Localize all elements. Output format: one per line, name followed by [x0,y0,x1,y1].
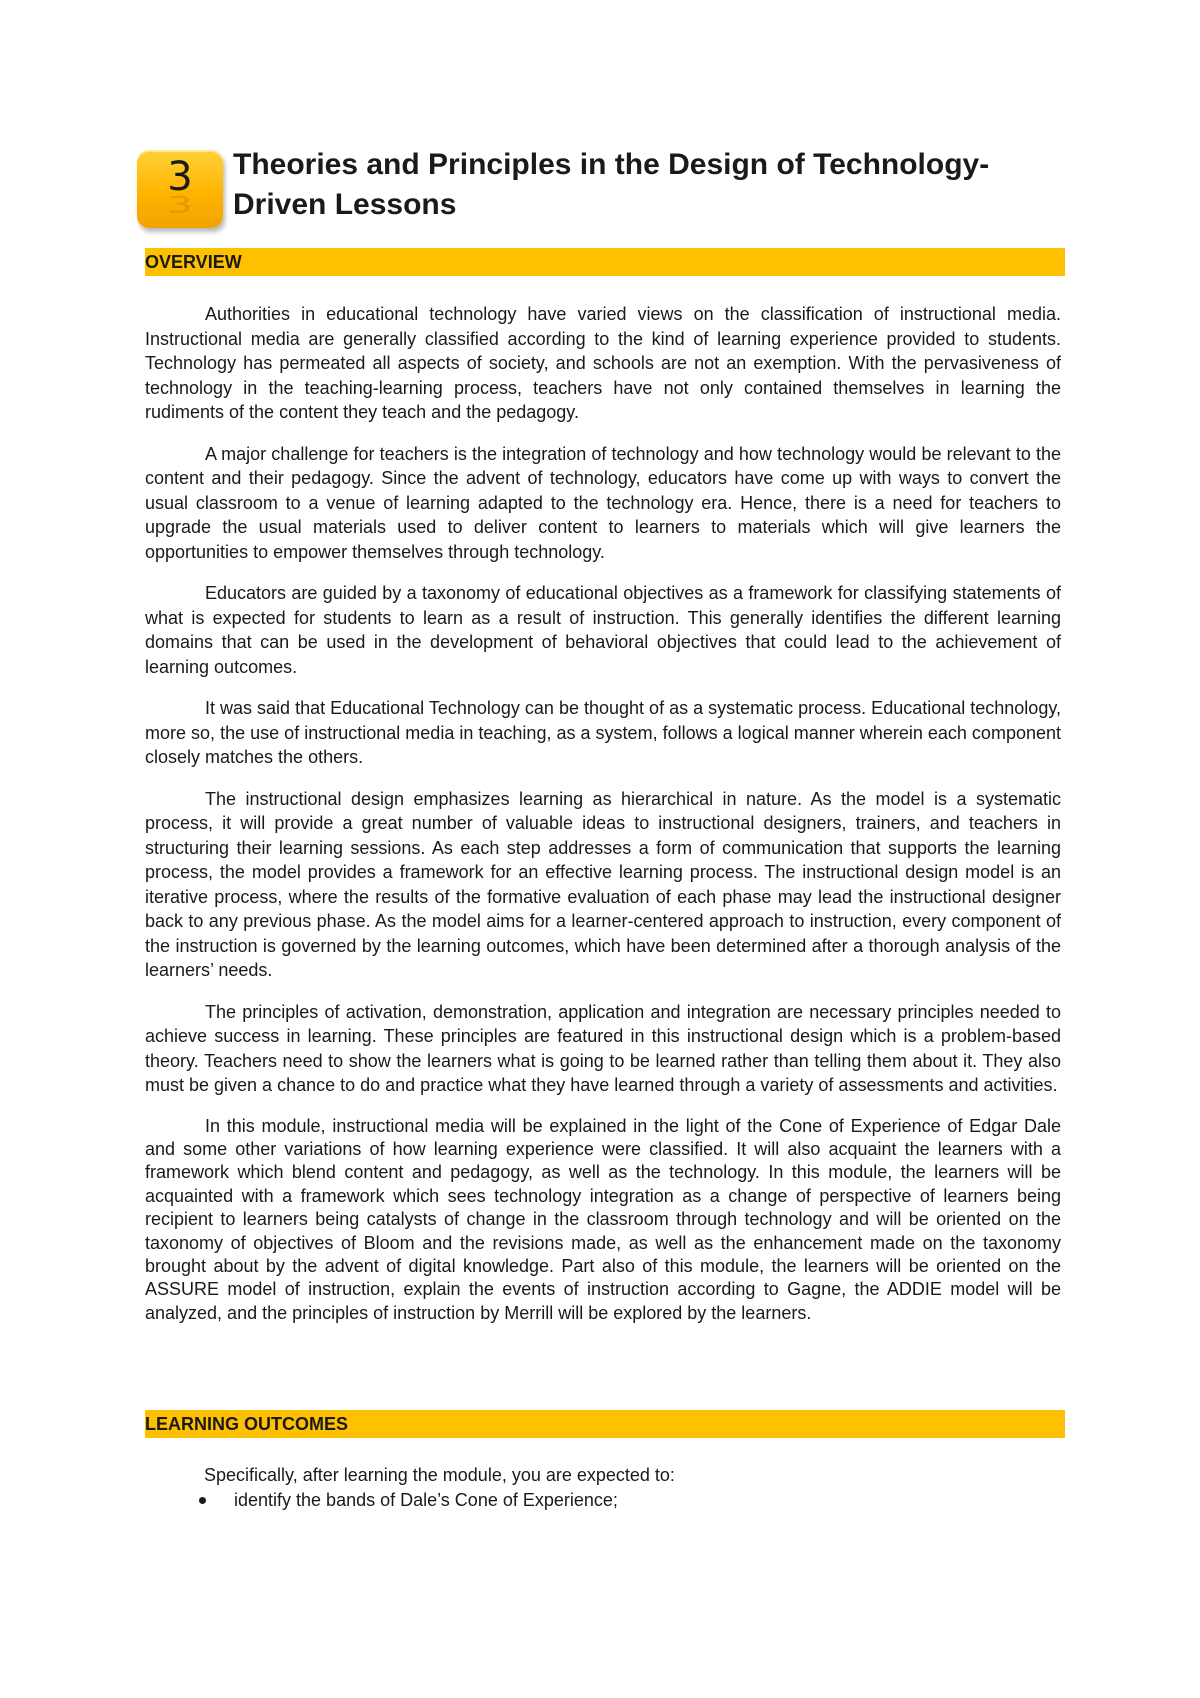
chapter-title-line-1: Theories and Principles in the Design of Technology- [233,148,990,181]
overview-paragraph: The instructional design emphasizes learning as hierarchical in nature. As the model is a systematic process, it will provide a great number of valuable ideas to instructional designers, trainers, and teachers in structuring their learning sessions. As each step addresses a form of communication that supports the learning process, the model provides a framework for an effective learning process. The instructional design model is an iterative process, where the results of the formative evaluation of each phase may lead the instructional designer back to any previous phase. As the model aims for a learner-centered approach to instruction, every component of the instruction is governed by the learning outcomes, which have been determined after a thorough analysis of the learners’ needs. [145,788,1061,980]
chapter-title [233,145,1073,225]
chapter-header [137,145,1072,235]
overview-section-bar [145,248,1065,276]
chapter-number-reflection: 3 [167,192,193,218]
overview-paragraph: A major challenge for teachers is the integration of technology and how technology would be relevant to the content and their pedagogy. Since the advent of technology, educators have come up with ways to convert the usual classroom to a venue of learning adapted to the technology era. Hence, there is a need for teachers to upgrade the usual materials used to deliver content to learners to materials which will give learners the opportunities to empower themselves through technology. [145,443,1061,562]
overview-paragraph: In this module, instructional media will be explained in the light of the Cone of Experience of Edgar Dale and some other variations of how learning experience were classified. It will also acquaint the learners with a framework which blend content and pedagogy, as well as the technology. In this module, the learners will be acquainted with a framework which sees technology integration as a change of perspective of learners being recipient to learners being catalysts of change in the classroom through technology and will be oriented on the taxonomy of objectives of Bloom and the revisions made, as well as the enhancement made on the taxonomy brought about by the advent of digital knowledge. Part also of this module, the learners will be oriented on the ASSURE model of instruction, explain the events of instruction according to Gagne, the ADDIE model will be analyzed, and the principles of instruction by Merrill will be explored by the learners. [145,1115,1061,1323]
learning-outcome-text: identify the bands of Dale’s Cone of Experience; [234,1490,618,1510]
chapter-number-badge [137,150,223,228]
chapter-title-line-2: Driven Lessons [233,188,457,221]
overview-body [145,302,1061,1325]
learning-outcomes-intro: Specifically, after learning the module, you are expected to: [204,1465,675,1485]
overview-paragraph: Educators are guided by a taxonomy of educational objectives as a framework for classifying statements of what is expected for students to learn as a result of instruction. This generally identifies the different learning domains that can be used in the development of behavioral objectives that could lead to the achievement of learning outcomes. [145,583,1061,677]
overview-paragraph: Authorities in educational technology have varied views on the classification of instructional media. Instructional media are generally classified according to the kind of learning experience provided to students. Technology has permeated all aspects of society, and schools are not an exemption. With the pervasiveness of technology in the teaching-learning process, teachers have not only contained themselves in learning the rudiments of the content they teach and the pedagogy. [145,304,1061,422]
overview-paragraph: The principles of activation, demonstration, application and integration are necessary principles needed to achieve success in learning. These principles are featured in this instructional design which is a problem-based theory. Teachers need to show the learners what is going to be learned rather than telling them about it. They also must be given a chance to do and practice what they have learned through a variety of assessments and activities. [145,1001,1061,1095]
learning-outcomes-section-bar [145,1410,1065,1438]
overview-heading: OVERVIEW [145,252,242,272]
overview-paragraph: It was said that Educational Technology can be thought of as a systematic process. Educational technology, more so, the use of instructional media in teaching, as a system, follows a logical manner wherein each component closely matches the others. [145,698,1061,767]
list-item [196,1488,618,1512]
chapter-number: 3 [167,154,193,200]
bullet-icon [199,1497,206,1504]
learning-outcomes-heading: LEARNING OUTCOMES [145,1414,349,1434]
learning-outcomes-list [196,1488,618,1512]
